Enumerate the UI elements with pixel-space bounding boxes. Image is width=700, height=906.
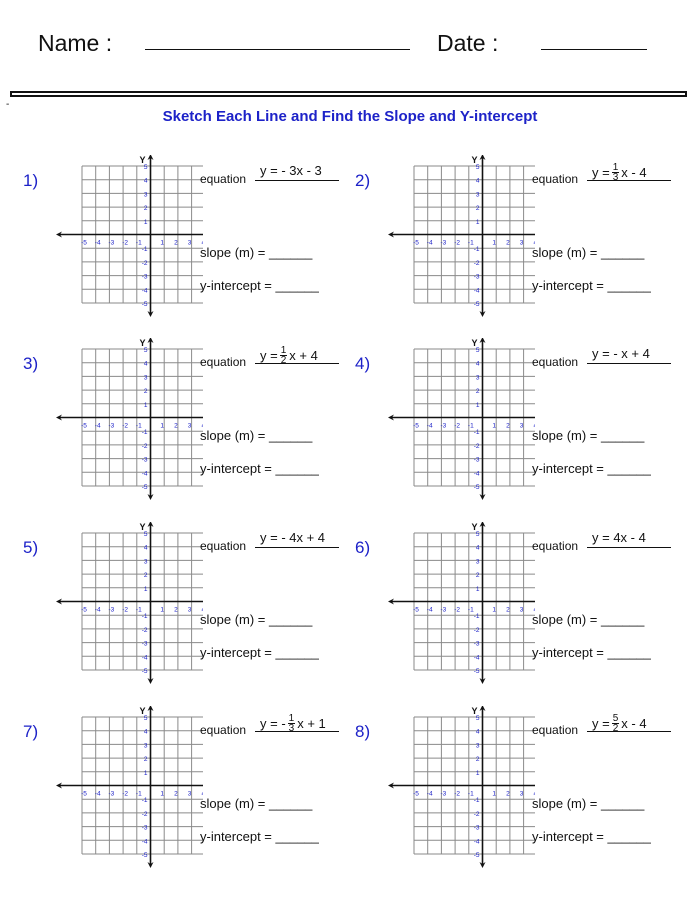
y-tick-label: -5	[473, 484, 480, 491]
y-tick-label: -3	[141, 273, 148, 281]
x-tick-label: 2	[174, 606, 178, 614]
x-tick-label: 2	[174, 422, 178, 430]
y-tick-label: -1	[473, 797, 480, 805]
slope-answer[interactable]: slope (m) = ______	[200, 796, 313, 811]
x-tick-label: -1	[467, 422, 474, 430]
fraction-numerator: 5	[612, 713, 619, 724]
x-tick-label: 3	[519, 606, 524, 614]
y-tick-label: 2	[475, 388, 480, 396]
y-tick-label: 5	[143, 531, 148, 538]
x-tick-label: 1	[492, 606, 497, 614]
y-tick-label: -4	[141, 287, 148, 295]
problem-number: 2)	[355, 171, 371, 190]
y-tick-label: -3	[473, 273, 480, 281]
x-tick-label: 1	[160, 422, 165, 430]
y-tick-label: 3	[143, 374, 148, 382]
y-intercept-answer[interactable]: y-intercept = ______	[532, 278, 651, 293]
x-tick-label: 3	[187, 239, 192, 247]
y-tick-label: 2	[475, 572, 480, 580]
equation-pre: y = - 3x - 3	[260, 163, 322, 178]
x-tick-label: -2	[122, 790, 128, 798]
equation-fraction	[612, 714, 620, 733]
y-tick-label: 3	[475, 374, 480, 382]
x-tick-label: -3	[440, 790, 447, 798]
y-tick-label: -1	[141, 613, 148, 621]
problem-8	[347, 706, 687, 890]
problem-number: 5)	[23, 538, 39, 557]
equation-fraction	[612, 163, 620, 182]
slope-answer[interactable]: slope (m) = ______	[532, 245, 645, 260]
y-intercept-answer[interactable]: y-intercept = ______	[200, 278, 319, 293]
problem-1	[15, 155, 355, 339]
y-tick-label: -2	[141, 259, 148, 267]
slope-answer[interactable]: slope (m) = ______	[200, 612, 313, 627]
x-tick-label: -3	[108, 422, 115, 430]
y-tick-label: 1	[475, 769, 480, 777]
y-tick-label: -5	[141, 484, 148, 491]
y-tick-label: 5	[143, 347, 148, 354]
x-tick-label: -5	[81, 239, 87, 247]
equation-label: equation	[532, 539, 579, 553]
y-tick-label: 4	[475, 728, 480, 736]
y-tick-label: 5	[475, 531, 480, 538]
y-tick-label: 3	[143, 742, 148, 750]
x-tick-label: -4	[426, 606, 433, 614]
y-tick-label: -5	[473, 852, 480, 859]
slope-answer[interactable]: slope (m) = ______	[532, 428, 645, 443]
y-tick-label: 4	[143, 728, 148, 736]
y-intercept-answer[interactable]: y-intercept = ______	[200, 645, 319, 660]
x-tick-label: -5	[81, 606, 87, 614]
x-tick-label: 3	[519, 239, 524, 247]
y-tick-label: -3	[141, 824, 148, 832]
x-tick-label: -3	[108, 606, 115, 614]
equation-post: x - 4	[621, 716, 647, 731]
problem-number: 8)	[355, 722, 371, 741]
y-tick-label: 4	[475, 360, 480, 368]
y-tick-label: 2	[143, 388, 148, 396]
date-field[interactable]	[541, 49, 647, 50]
equation	[592, 346, 650, 361]
y-tick-label: 2	[143, 205, 148, 213]
equation-label: equation	[532, 355, 579, 369]
y-axis-label: Y	[471, 706, 478, 716]
x-tick-label: -4	[94, 790, 101, 798]
equation-pre: y = 4x - 4	[592, 530, 646, 545]
x-tick-label: 3	[519, 422, 524, 430]
y-tick-label: -5	[141, 852, 148, 859]
equation-underline	[255, 180, 339, 181]
y-intercept-answer[interactable]: y-intercept = ______	[532, 829, 651, 844]
graph-area	[37, 338, 203, 504]
x-tick-label: -4	[426, 239, 433, 247]
y-intercept-answer[interactable]: y-intercept = ______	[532, 645, 651, 660]
y-tick-label: -5	[141, 668, 148, 675]
y-tick-label: 1	[475, 218, 480, 226]
problem-number: 6)	[355, 538, 371, 557]
x-tick-label: 2	[506, 606, 510, 614]
x-tick-label: -4	[426, 790, 433, 798]
equation	[260, 530, 325, 545]
y-tick-label: -2	[473, 259, 480, 267]
equation-underline	[587, 547, 671, 548]
x-tick-label: -1	[467, 790, 474, 798]
name-label: Name :	[38, 30, 113, 56]
y-tick-label: 4	[143, 177, 148, 185]
header-divider	[10, 91, 687, 97]
x-tick-label: -3	[440, 606, 447, 614]
x-tick-label: 3	[187, 790, 192, 798]
x-tick-label: 1	[160, 790, 165, 798]
problem-5	[15, 522, 355, 706]
x-tick-label: -1	[467, 239, 474, 247]
problem-7	[15, 706, 355, 890]
y-tick-label: -2	[141, 626, 148, 634]
equation-label: equation	[200, 539, 247, 553]
y-tick-label: -2	[141, 442, 148, 450]
problem-6	[347, 522, 687, 706]
y-tick-label: 4	[475, 177, 480, 185]
slope-answer[interactable]: slope (m) = ______	[532, 612, 645, 627]
y-tick-label: -1	[473, 429, 480, 437]
x-tick-label: -5	[81, 422, 87, 430]
x-tick-label: -4	[94, 422, 101, 430]
y-tick-label: -5	[473, 301, 480, 308]
x-tick-label: 1	[160, 606, 165, 614]
graph-area	[369, 706, 535, 872]
x-tick-label: 2	[506, 239, 510, 247]
y-tick-label: -2	[141, 810, 148, 818]
x-tick-label: -2	[122, 239, 128, 247]
equation-pre: y = - x + 4	[592, 346, 650, 361]
fraction-denominator: 2	[612, 723, 619, 734]
x-tick-label: 2	[174, 790, 178, 798]
x-tick-label: -3	[108, 790, 115, 798]
x-tick-label: -1	[135, 422, 142, 430]
equation-post: x - 4	[621, 165, 647, 180]
slope-answer[interactable]: slope (m) = ______	[532, 796, 645, 811]
y-tick-label: -1	[473, 613, 480, 621]
equation-fraction	[280, 346, 288, 365]
equation-label: equation	[200, 355, 247, 369]
problem-2	[347, 155, 687, 339]
y-tick-label: 3	[475, 558, 480, 566]
y-tick-label: 3	[475, 191, 480, 199]
y-axis-label: Y	[471, 522, 478, 532]
graph-area	[369, 522, 535, 688]
y-tick-label: 1	[143, 585, 148, 593]
coordinate-grid[interactable]	[37, 338, 203, 504]
x-tick-label: 3	[519, 790, 524, 798]
coordinate-grid[interactable]	[37, 155, 203, 321]
x-tick-label: 2	[506, 422, 510, 430]
x-tick-label: -3	[440, 239, 447, 247]
equation-label: equation	[532, 172, 579, 186]
y-tick-label: -4	[473, 470, 480, 478]
x-tick-label: 1	[492, 422, 497, 430]
y-tick-label: -1	[141, 429, 148, 437]
graph-area	[37, 522, 203, 688]
y-tick-label: 5	[475, 347, 480, 354]
equation	[260, 163, 322, 178]
name-field[interactable]	[145, 49, 410, 50]
y-tick-label: -2	[473, 442, 480, 450]
equation	[260, 346, 318, 365]
x-tick-label: -3	[108, 239, 115, 247]
y-tick-label: 1	[143, 218, 148, 226]
x-tick-label: 3	[187, 422, 192, 430]
equation-fraction	[288, 714, 296, 733]
y-axis-label: Y	[139, 338, 146, 348]
y-tick-label: -4	[141, 470, 148, 478]
x-tick-label: -4	[94, 606, 101, 614]
y-tick-label: -4	[141, 838, 148, 846]
equation-post: x + 1	[297, 716, 326, 731]
x-tick-label: -4	[94, 239, 101, 247]
y-tick-label: 4	[143, 544, 148, 552]
x-tick-label: -2	[122, 422, 128, 430]
y-tick-label: -4	[473, 287, 480, 295]
fraction-numerator: 1	[288, 713, 295, 724]
y-tick-label: -3	[141, 640, 148, 648]
y-tick-label: 4	[143, 360, 148, 368]
date-label: Date :	[437, 30, 499, 56]
y-axis-label: Y	[139, 155, 146, 165]
x-tick-label: -5	[413, 422, 419, 430]
x-tick-label: -5	[413, 606, 419, 614]
y-tick-label: 1	[143, 401, 148, 409]
y-tick-label: 5	[143, 164, 148, 171]
coordinate-grid[interactable]	[369, 706, 535, 872]
problem-4	[347, 338, 687, 522]
y-tick-label: 5	[143, 715, 148, 722]
equation-label: equation	[532, 723, 579, 737]
x-tick-label: 1	[492, 239, 497, 247]
coordinate-grid[interactable]	[37, 522, 203, 688]
y-tick-label: 3	[143, 558, 148, 566]
y-tick-label: -5	[473, 668, 480, 675]
graph-area	[37, 706, 203, 872]
slope-answer[interactable]: slope (m) = ______	[200, 428, 313, 443]
slope-answer[interactable]: slope (m) = ______	[200, 245, 313, 260]
fraction-numerator: 1	[612, 162, 619, 173]
equation-pre: y =	[592, 165, 610, 180]
fraction-numerator: 1	[280, 345, 287, 356]
y-axis-label: Y	[139, 706, 146, 716]
x-tick-label: 2	[174, 239, 178, 247]
graph-area	[369, 155, 535, 321]
graph-area	[369, 338, 535, 504]
y-tick-label: -3	[141, 456, 148, 464]
x-tick-label: -2	[454, 239, 460, 247]
x-tick-label: -4	[426, 422, 433, 430]
x-tick-label: -1	[135, 239, 142, 247]
y-tick-label: -4	[473, 838, 480, 846]
y-tick-label: -5	[141, 301, 148, 308]
y-tick-label: -4	[141, 654, 148, 662]
y-tick-label: -1	[141, 797, 148, 805]
equation-underline	[255, 547, 339, 548]
y-tick-label: 3	[143, 191, 148, 199]
problem-number: 4)	[355, 354, 371, 373]
y-intercept-answer[interactable]: y-intercept = ______	[200, 461, 319, 476]
x-tick-label: -1	[135, 790, 142, 798]
equation	[260, 714, 326, 733]
y-tick-label: 2	[143, 756, 148, 764]
equation-pre: y = -	[260, 716, 286, 731]
y-tick-label: 2	[475, 756, 480, 764]
y-tick-label: -2	[473, 626, 480, 634]
y-axis-label: Y	[471, 338, 478, 348]
x-tick-label: -5	[413, 239, 419, 247]
x-tick-label: -5	[413, 790, 419, 798]
x-tick-label: -1	[467, 606, 474, 614]
equation-pre: y = - 4x + 4	[260, 530, 326, 545]
x-tick-label: -3	[440, 422, 447, 430]
y-axis-label: Y	[471, 155, 478, 165]
x-tick-label: 3	[187, 606, 192, 614]
y-tick-label: 3	[475, 742, 480, 750]
y-tick-label: 5	[475, 715, 480, 722]
y-tick-label: -4	[473, 654, 480, 662]
y-tick-label: 5	[475, 164, 480, 171]
x-tick-label: -2	[122, 606, 128, 614]
fraction-denominator: 2	[280, 355, 287, 366]
coordinate-grid[interactable]	[369, 522, 535, 688]
x-tick-label: -5	[81, 790, 87, 798]
y-tick-label: -2	[473, 810, 480, 818]
equation-label: equation	[200, 723, 247, 737]
fraction-denominator: 3	[612, 172, 619, 183]
coordinate-grid[interactable]	[369, 155, 535, 321]
x-tick-label: -1	[135, 606, 142, 614]
equation	[592, 530, 646, 545]
x-tick-label: 1	[492, 790, 497, 798]
y-intercept-answer[interactable]: y-intercept = ______	[200, 829, 319, 844]
y-tick-label: -1	[141, 246, 148, 254]
problem-number: 7)	[23, 722, 39, 741]
equation	[592, 714, 647, 733]
x-tick-label: 2	[506, 790, 510, 798]
y-tick-label: -3	[473, 824, 480, 832]
fraction-denominator: 3	[288, 723, 295, 734]
equation-post: x + 4	[289, 348, 318, 363]
x-tick-label: -2	[454, 422, 460, 430]
y-tick-label: -3	[473, 640, 480, 648]
equation-label: equation	[200, 172, 247, 186]
y-tick-label: 1	[475, 401, 480, 409]
y-axis-label: Y	[139, 522, 146, 532]
y-tick-label: 4	[475, 544, 480, 552]
equation	[592, 163, 647, 182]
equation-pre: y =	[260, 348, 278, 363]
y-intercept-answer[interactable]: y-intercept = ______	[532, 461, 651, 476]
coordinate-grid[interactable]	[37, 706, 203, 872]
y-tick-label: 2	[475, 205, 480, 213]
y-tick-label: 2	[143, 572, 148, 580]
worksheet-title: Sketch Each Line and Find the Slope and Y-intercept	[162, 108, 538, 125]
margin-mark: -	[6, 99, 10, 110]
problem-3	[15, 338, 355, 522]
problem-number: 3)	[23, 354, 39, 373]
y-tick-label: -1	[473, 246, 480, 254]
x-tick-label: -2	[454, 790, 460, 798]
equation-underline	[587, 363, 671, 364]
graph-area	[37, 155, 203, 321]
y-tick-label: 1	[143, 769, 148, 777]
problem-number: 1)	[23, 171, 39, 190]
y-tick-label: 1	[475, 585, 480, 593]
coordinate-grid[interactable]	[369, 338, 535, 504]
x-tick-label: -2	[454, 606, 460, 614]
x-tick-label: 1	[160, 239, 165, 247]
y-tick-label: -3	[473, 456, 480, 464]
equation-pre: y =	[592, 716, 610, 731]
